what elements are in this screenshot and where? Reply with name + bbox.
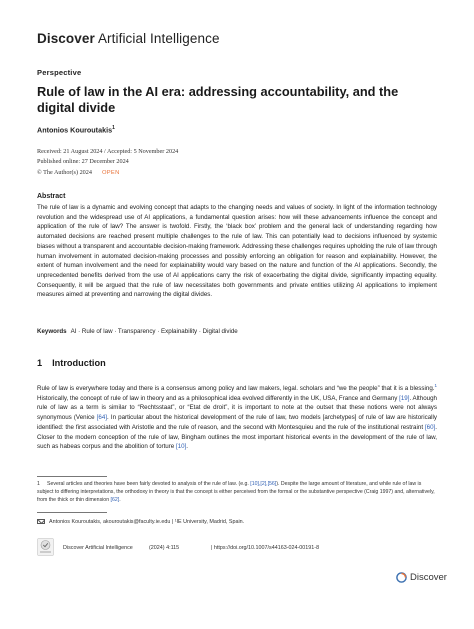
section-heading-introduction <box>37 358 106 368</box>
keywords-list: AI · Rule of law · Transparency · Explainability · Digital divide <box>70 328 238 335</box>
section-title: Introduction <box>52 358 106 368</box>
footer-journal-name: Discover Artificial Intelligence <box>63 545 133 551</box>
discover-logo <box>396 570 456 584</box>
footnote-link-1[interactable]: 1 <box>434 383 437 388</box>
keywords-label: Keywords <box>37 328 67 335</box>
author-name[interactable]: Antonios Kouroutakis <box>37 125 113 135</box>
footnote-text-part: ). Despite the large amount of literature, and while rule of law is subject to differing interpretations, the orthodoxy in theory is that the concept is either perceived from the formal or the substantive perspective (Craig 1997) and, alternatively, from the thick or thin dimension <box>37 481 435 504</box>
footnote-text-part: . <box>119 497 121 504</box>
footnote-divider <box>37 476 107 477</box>
intro-text-part: . In particular about the historical development of the rule of law, two models [archetypes] of rule of law are historically identified: the first associated with Aristotle and the rule of reason, and the second with Montesquieu and the rule of the institutional restraint <box>37 414 437 431</box>
citation-link-60[interactable]: [60] <box>424 423 436 431</box>
mail-icon <box>37 519 45 524</box>
footnote-mark: 1 <box>37 481 40 487</box>
open-access-badge: OPEN <box>101 169 120 176</box>
keywords <box>37 328 437 335</box>
abstract-heading: Abstract <box>37 193 66 200</box>
article-dates <box>37 147 178 178</box>
copyright-line <box>37 168 178 178</box>
copyright-text: © The Author(s) 2024 <box>37 168 92 176</box>
footnote-text-part: Several articles and theories have been fairly devoted to analysis of the rule of law. (e.g. <box>47 481 251 487</box>
author-line <box>37 125 115 134</box>
published-date: Published online: 27 December 2024 <box>37 158 129 166</box>
intro-text-part: Rule of law is everywhere today and there is a consensus among policy and law makers, legal. scholars and “we the people” that it is a blessing. <box>37 385 435 393</box>
citation-link-19[interactable]: [19] <box>399 394 410 402</box>
author-affiliation <box>37 519 437 525</box>
intro-text-part: Historically, the concept of rule of law in theory and as a philosophical idea evolved differently in the UK, USA, France and Germany <box>37 394 400 402</box>
citation-link-64[interactable]: [64] <box>96 414 107 422</box>
author-affiliation-mark: 1 <box>112 125 115 131</box>
section-number: 1 <box>37 358 43 368</box>
citation-link-62[interactable]: [62] <box>110 497 120 504</box>
article-type: Perspective <box>37 68 82 77</box>
introduction-paragraph <box>37 381 437 452</box>
footer-volume: (2024) 4:115 <box>149 545 180 551</box>
journal-header <box>37 31 220 46</box>
crossmark-icon[interactable] <box>37 538 54 556</box>
received-accepted-date: Received: 21 August 2024 / Accepted: 5 November 2024 <box>37 148 179 155</box>
article-title: Rule of law in the AI era: addressing accountability, and the digital divide <box>37 84 399 115</box>
affiliation-text[interactable]: Antonios Kouroutakis, akouroutakis@faculty.ie.edu | ¹IE University, Madrid, Spain. <box>49 519 245 525</box>
footnote-1 <box>37 480 437 505</box>
footer-doi-link[interactable]: | https://doi.org/10.1007/s44163-024-00191-8 <box>211 545 320 551</box>
footnote-citation-links[interactable]: [10],[2],[56] <box>250 481 277 487</box>
intro-text-part: . Closer to the modern conception of the rule of law, Bingham outlines the most important historical events in the development of the rule of law, such as habeas corpus and the abolition of torture <box>37 423 437 451</box>
intro-text-part: . Although rule of law as a term is similar to “Rechtsstaat”, or “Etat de droit”, it is important to note at the outset that these notions were not always synonymous (Venice <box>37 394 437 422</box>
affiliation-divider <box>37 512 107 513</box>
page-footer <box>37 538 437 558</box>
discover-logo-icon <box>396 572 407 583</box>
discover-logo-text: Discover <box>410 571 447 583</box>
abstract-text: The rule of law is a dynamic and evolving concept that adapts to the changing needs and values of society. In light of the information technology revolution and the widespread use of AI applications, a fundamental question arises: how will these advancements influence the concept and application of the rule of law? The answer is twofold. Firstly, the ‘black box’ problem and the general lack of understanding regarding how automated decisions are reached present multiple challenges to the rule of law. This can potentially lead to decisions influenced by systemic biases without a transparent and accountable decision-making framework. Addressing these challenges requires upholding the rule of law through human involvement in automated decision-making processes and possibly enforcing an obligation for reason and explainability. However, the extent of human involvement and the need for explainability would vary based on the nature and function of the AI applications. Secondly, the unprecedented benefits derived from the use of AI applications carry the risk of exacerbating the digital divide, significantly impacting equality. Consequently, it will be argued that the rule of law necessitates both governments and private entities utilizing AI applications to implement measures aimed at preventing and narrowing the digital divides. <box>37 204 437 299</box>
intro-text-part: . <box>186 443 189 451</box>
citation-link-10[interactable]: [10] <box>175 443 187 451</box>
journal-field: Artificial Intelligence <box>94 31 220 46</box>
journal-brand: Discover <box>37 31 95 46</box>
